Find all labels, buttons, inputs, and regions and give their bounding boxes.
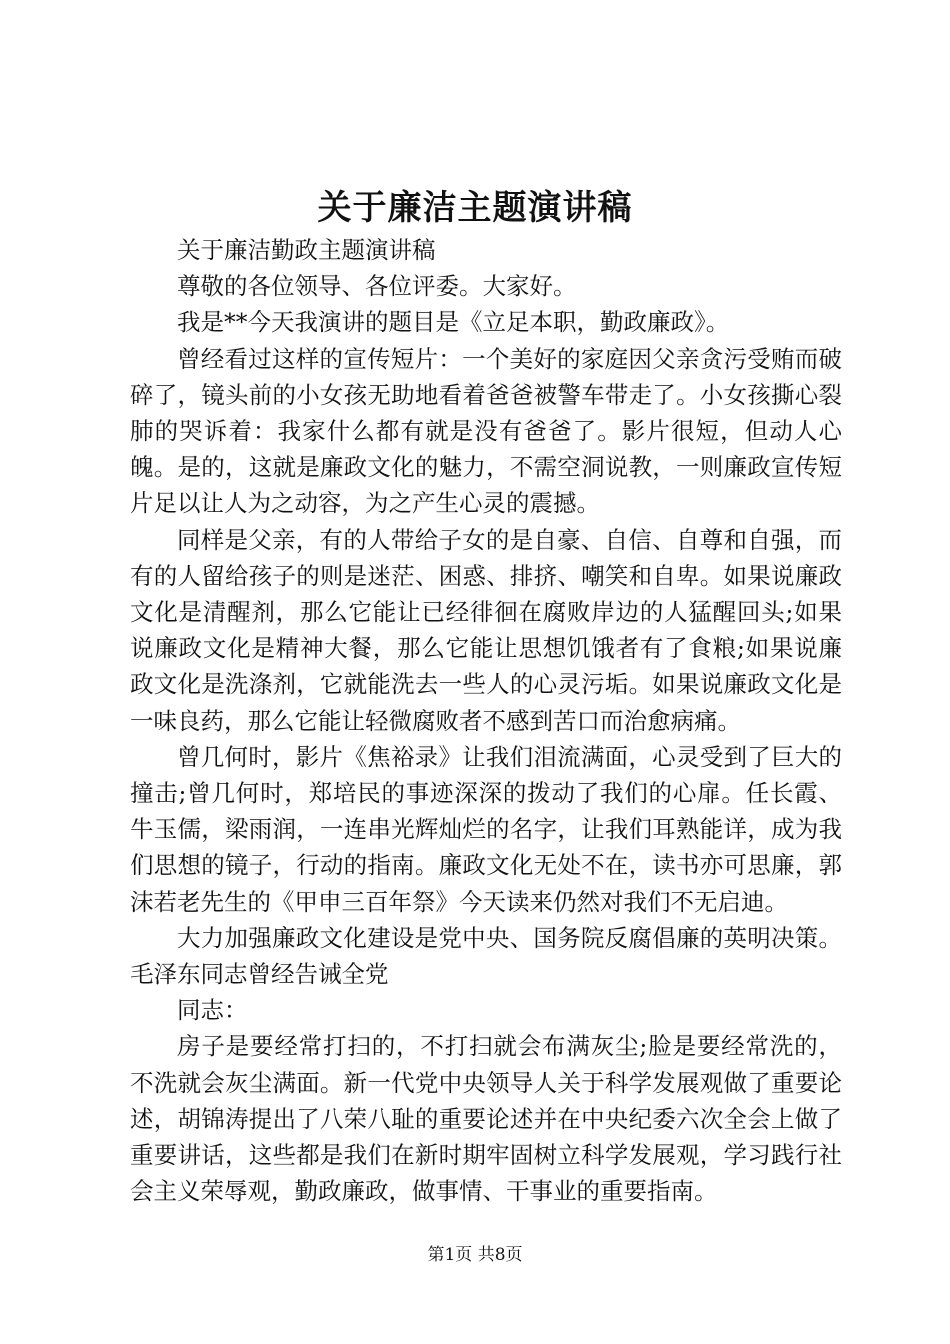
- paragraph-intro: 我是**今天我演讲的题目是《立足本职，勤政廉政》。: [177, 308, 730, 337]
- paragraph-subtitle: 关于廉洁勤政主题演讲稿: [177, 236, 436, 264]
- page-footer: 第1页 共8页: [427, 1245, 523, 1265]
- paragraph: 同志：: [177, 996, 248, 1025]
- paragraph: 房子是要经常打扫的，不打扫就会布满灰尘;脸是要经常洗的，不洗就会灰尘满面。新一代党中央领导人关于科学发展观做了重要论述，胡锦涛提出了八荣八耻的重要论述并在中央纪委六次全会上做了重要讲话，这些都是我们在新时期牢固树立科学发展观，学习践行社会主义荣辱观，勤政廉政，做事情、干事业的重要指南。: [130, 1032, 842, 1206]
- paragraph: 曾几何时，影片《焦裕录》让我们泪流满面，心灵受到了巨大的撞击;曾几何时，郑培民的事迹深深的拨动了我们的心扉。任长霞、牛玉儒，梁雨润，一连串光辉灿烂的名字，让我们耳熟能详，成为我们思想的镜子，行动的指南。廉政文化无处不在，读书亦可思廉，郭沫若老先生的《甲申三百年祭》今天读来仍然对我们不无启迪。: [130, 742, 842, 916]
- paragraph: 大力加强廉政文化建设是党中央、国务院反腐倡廉的英明决策。毛泽东同志曾经告诫全党: [130, 923, 842, 989]
- document-title: 关于廉洁主题演讲稿: [317, 188, 633, 228]
- document-body: [130, 232, 842, 1209]
- paragraph: 同样是父亲，有的人带给子女的是自豪、自信、自尊和自强，而有的人留给孩子的则是迷茫、困惑、排挤、嘲笑和自卑。如果说廉政文化是清醒剂，那么它能让已经徘徊在腐败岸边的人猛醒回头;如果说廉政文化是精神大餐，那么它能让思想饥饿者有了食粮;如果说廉政文化是洗涤剂，它就能洗去一些人的心灵污垢。如果说廉政文化是一味良药，那么它能让轻微腐败者不感到苦口而治愈病痛。: [130, 525, 842, 735]
- paragraph: 曾经看过这样的宣传短片：一个美好的家庭因父亲贪污受贿而破碎了，镜头前的小女孩无助地看着爸爸被警车带走了。小女孩撕心裂肺的哭诉着：我家什么都有就是没有爸爸了。影片很短，但动人心魄。是的，这就是廉政文化的魅力，不需空洞说教，一则廉政宣传短片足以让人为之动容，为之产生心灵的震撼。: [130, 344, 842, 518]
- paragraph-greeting: 尊敬的各位领导、各位评委。大家好。: [177, 272, 577, 301]
